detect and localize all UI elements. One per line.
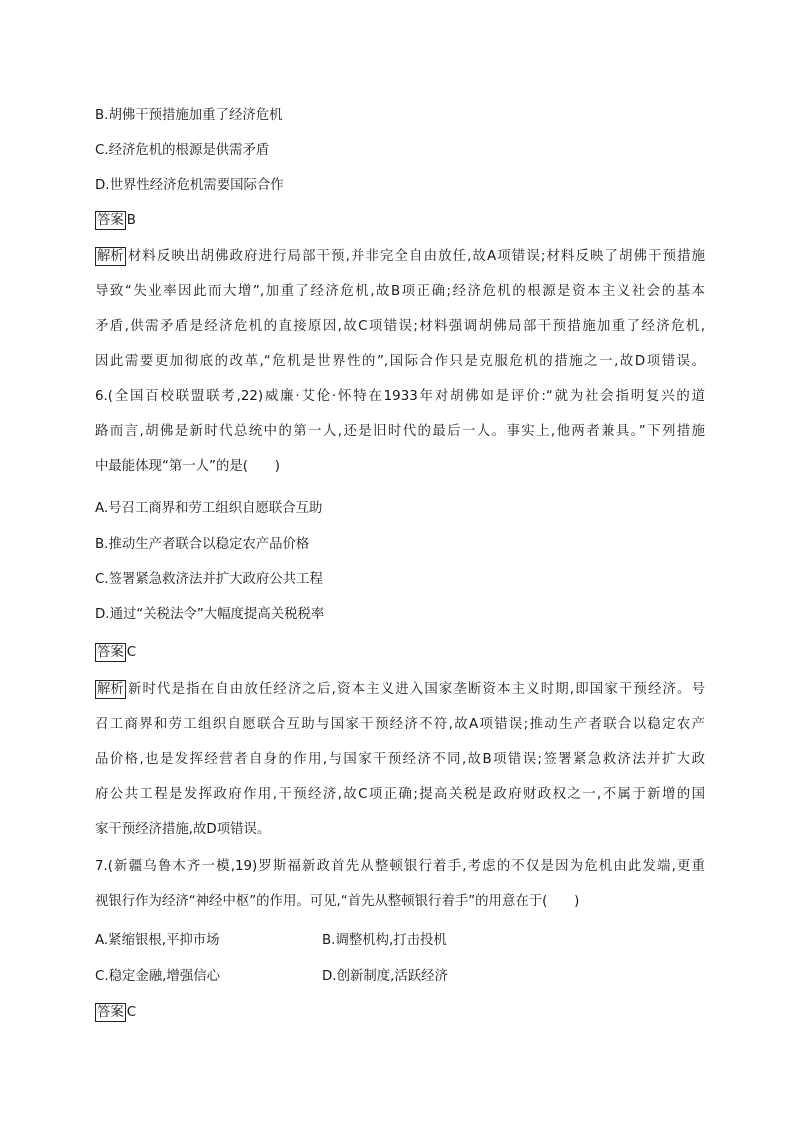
q6-analysis-line-2: 召工商界和劳工组织自愿联合互助与国家干预经济不符,故A项错误;推动生产者联合以稳定农产 xyxy=(95,717,705,732)
q7-option-row-2 xyxy=(95,967,705,987)
answer-label: 答案 xyxy=(97,1005,124,1020)
prev-answer xyxy=(95,211,705,231)
prev-analysis-line-1: 解析 材料反映出胡佛政府进行局部干预,并非完全自由放任,故A项错误;材料反映了胡佛干预措施 xyxy=(97,249,705,264)
q6-option-c: C.签署紧急救济法并扩大政府公共工程 xyxy=(95,572,323,587)
prev-analysis-line-3: 矛盾,供需矛盾是经济危机的直接原因,故C项错误;材料强调胡佛局部干预措施加重了经济危机, xyxy=(95,319,705,334)
q6-analysis-line-1: 解析 新时代是指在自由放任经济之后,资本主义进入国家垄断资本主义时期,即国家干预经济。号 xyxy=(97,682,705,697)
q6-answer xyxy=(95,643,705,663)
q6-stem-line-3: 中最能体现“第一人”的是( ) xyxy=(95,459,281,474)
q6-analysis-line-4: 府公共工程是发挥政府作用,干预经济,故C项正确;提高关税是政府财政权之一,不属于新增的国 xyxy=(95,787,705,802)
prev-analysis-line-2: 导致“失业率因此而大增”,加重了经济危机,故B项正确;经济危机的根源是资本主义社会的基本 xyxy=(95,284,705,299)
q7-stem-line-1: 7.(新疆乌鲁木齐一模,19)罗斯福新政首先从整顿银行着手,考虑的不仅是因为危机由此发端,更重 xyxy=(95,859,705,874)
answer-label: 答案 xyxy=(97,645,124,660)
q7-stem-line-2: 视银行作为经济“神经中枢”的作用。可见,“首先从整顿银行着手”的用意在于( ) xyxy=(95,894,580,909)
prev-option-b: B.胡佛干预措施加重了经济危机 xyxy=(95,108,283,123)
prev-analysis-line-4: 因此需要更加彻底的改革,“危机是世界性的”,国际合作只是克服危机的措施之一,故D项错误。 xyxy=(95,354,705,369)
q6-analysis-line-5: 家干预经济措施,故D项错误。 xyxy=(95,822,271,837)
analysis-label: 解析 xyxy=(97,682,124,697)
q7-option-a: A.紧缩银根,平抑市场 xyxy=(95,933,220,948)
answer-value: C xyxy=(126,1005,137,1020)
prev-option-d: D.世界性经济危机需要国际合作 xyxy=(95,178,284,193)
analysis-label: 解析 xyxy=(97,249,124,264)
prev-option-c: C.经济危机的根源是供需矛盾 xyxy=(95,143,270,158)
answer-value: C xyxy=(126,645,137,660)
q7-option-d: D.创新制度,活跃经济 xyxy=(322,969,448,984)
q7-option-row-1 xyxy=(95,931,705,951)
q7-option-b: B.调整机构,打击投机 xyxy=(322,933,447,948)
answer-label: 答案 xyxy=(97,213,124,228)
q6-stem-line-1: 6.(全国百校联盟联考,22)威廉·艾伦·怀特在1933年对胡佛如是评价:“就为社会指明复兴的道 xyxy=(95,389,705,404)
answer-value: B xyxy=(126,213,136,228)
q6-option-a: A.号召工商界和劳工组织自愿联合互助 xyxy=(95,501,323,516)
q6-option-d: D.通过“关税法令”大幅度提高关税税率 xyxy=(95,607,325,622)
q6-stem-line-2: 路而言,胡佛是新时代总统中的第一人,还是旧时代的最后一人。事实上,他两者兼具。”下列措施 xyxy=(95,424,705,439)
q7-answer xyxy=(95,1003,705,1023)
q6-option-b: B.推动生产者联合以稳定农产品价格 xyxy=(95,537,310,552)
q7-option-c: C.稳定金融,增强信心 xyxy=(95,969,220,984)
q6-analysis-line-3: 品价格,也是发挥经营者自身的作用,与国家干预经济不同,故B项错误;签署紧急救济法并扩大政 xyxy=(95,752,705,767)
